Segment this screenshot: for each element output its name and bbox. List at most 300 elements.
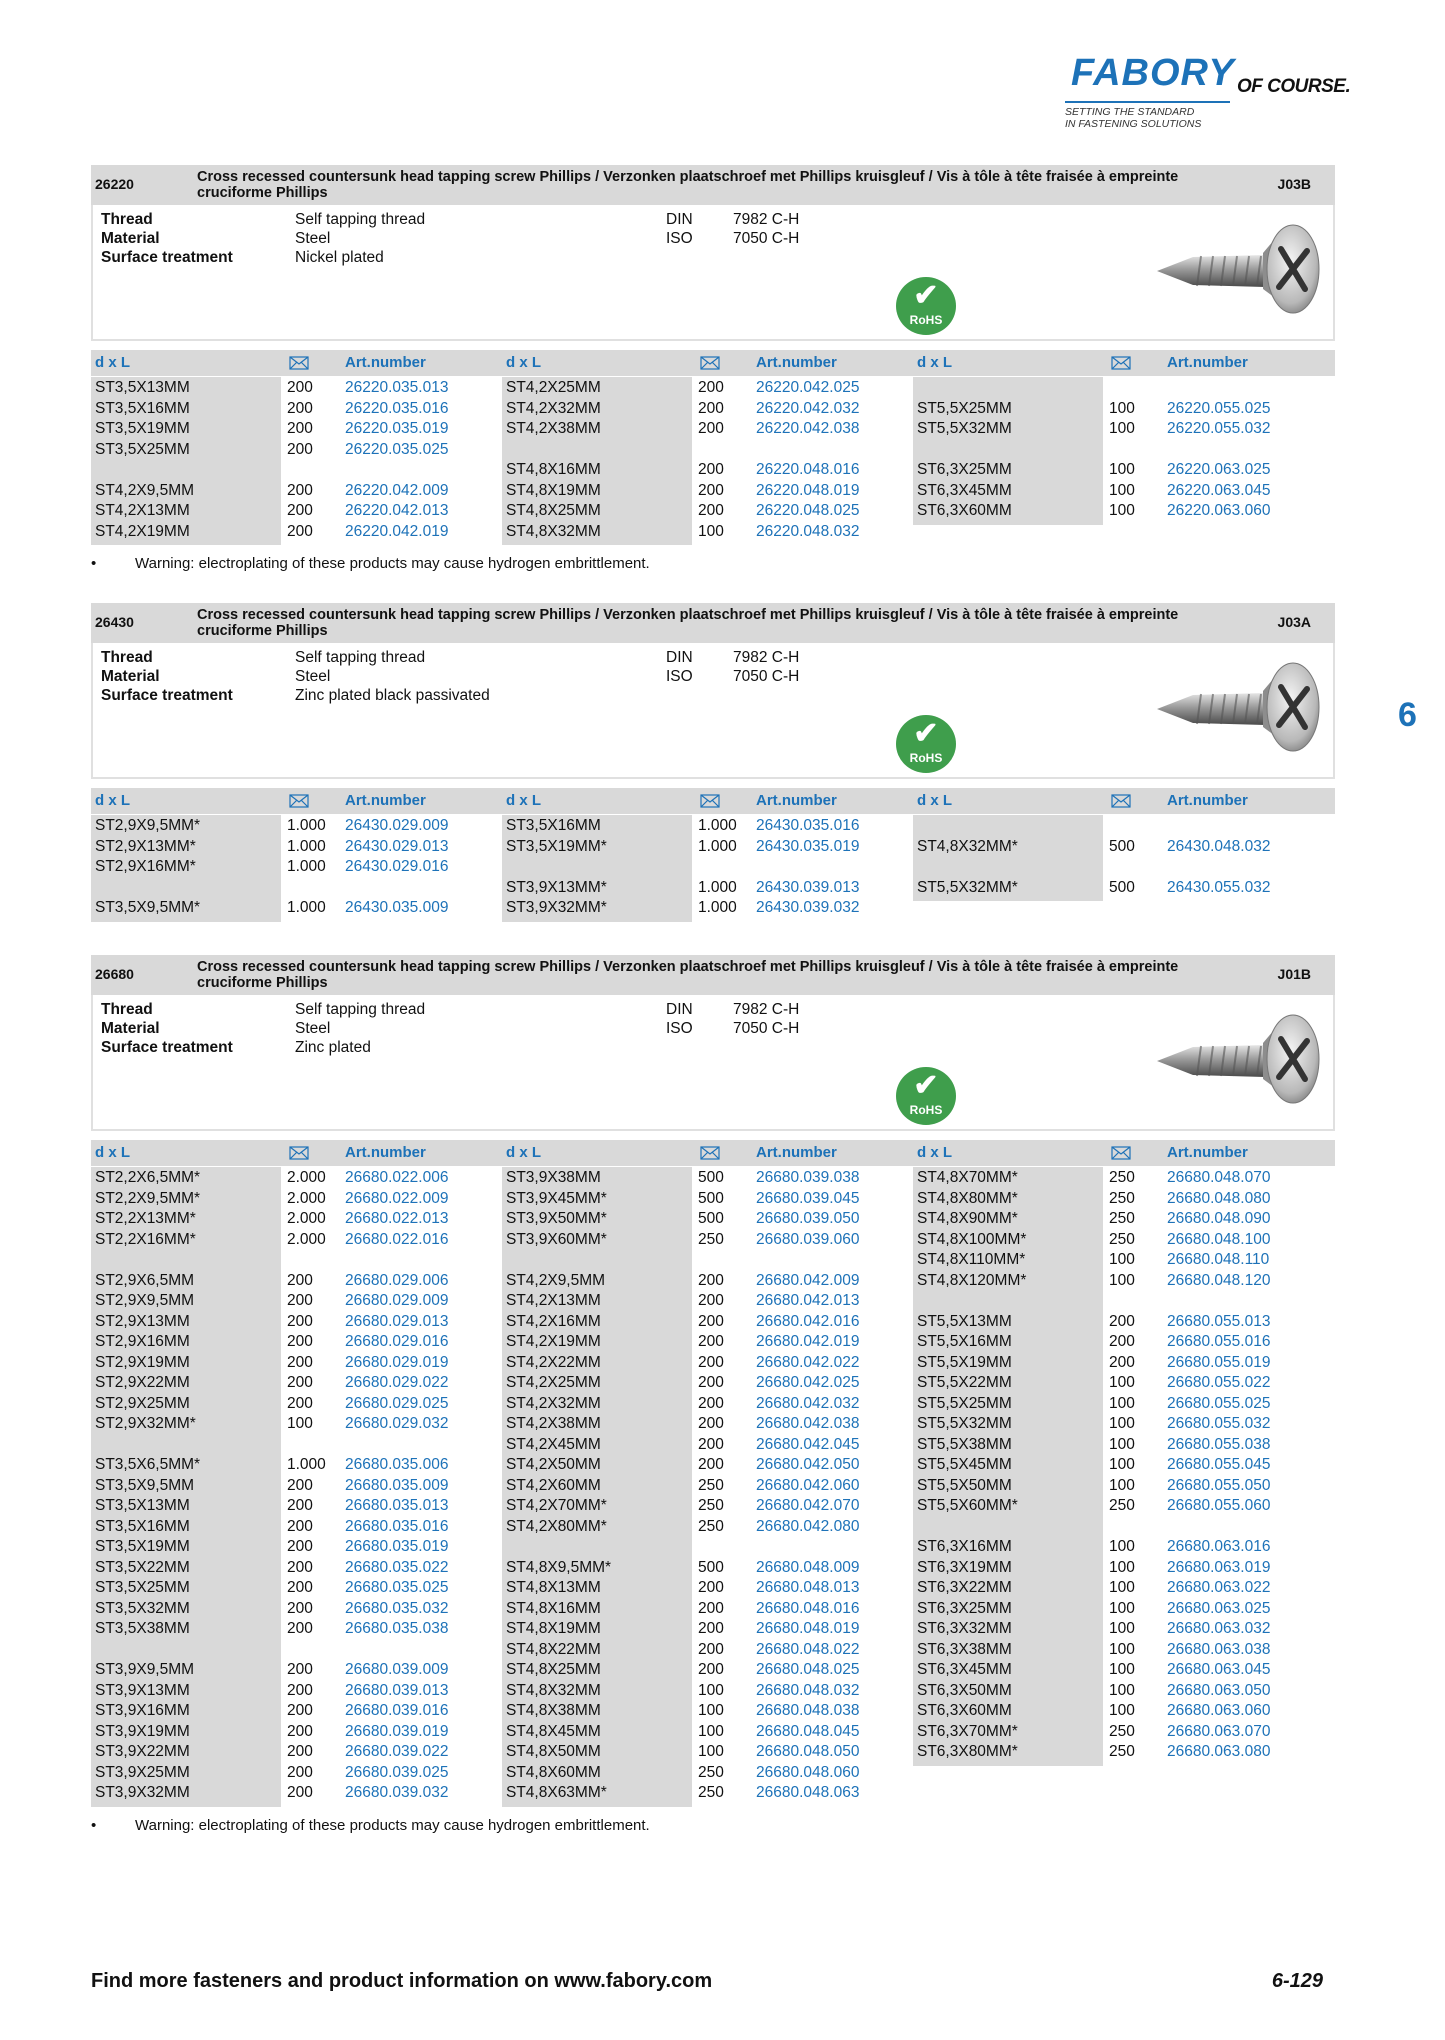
pack-quantity: 250 [698,1517,724,1535]
article-number-link[interactable]: 26220.042.032 [756,399,860,417]
article-number-link[interactable]: 26680.022.006 [345,1169,449,1186]
article-number-link[interactable]: 26680.063.045 [1167,1661,1271,1678]
size-dxl: ST3,9X9,5MM [95,1661,195,1678]
spec-box [91,995,1335,1131]
article-number-link[interactable]: 26680.048.090 [1167,1210,1271,1227]
article-number-link[interactable]: 26430.055.032 [1167,878,1271,896]
article-number-link[interactable]: 26680.063.025 [1167,1599,1271,1617]
article-number-link[interactable]: 26430.029.013 [345,837,449,855]
article-number-link[interactable]: 26220.063.025 [1167,461,1271,478]
pack-quantity: 200 [287,1394,313,1412]
section-header [91,603,1335,643]
article-number-link[interactable]: 26430.035.019 [756,837,860,855]
size-dxl: ST6,3X70MM* [917,1722,1018,1740]
size-dxl: ST6,3X80MM* [917,1743,1018,1760]
standard-value: 7982 C-H [733,1001,800,1018]
spec-label: Surface treatment [101,1039,233,1056]
check-icon: ✔ [913,279,939,312]
article-number-link[interactable]: 26680.048.060 [756,1763,860,1781]
article-number-link[interactable]: 26680.063.080 [1167,1743,1271,1760]
article-number-link[interactable]: 26680.048.080 [1167,1189,1271,1207]
pack-quantity: 200 [287,1579,313,1596]
pack-quantity: 2.000 [287,1210,326,1227]
spec-value: Self tapping thread [295,211,426,228]
pack-quantity: 200 [287,1681,313,1699]
footer-text: Find more fasteners and product information on www.fabory.com [91,1970,713,1992]
article-number-link[interactable]: 26680.039.045 [756,1189,860,1207]
pack-quantity: 200 [287,1763,313,1781]
size-dxl: ST2,2X16MM* [95,1230,196,1248]
size-dxl: ST4,2X70MM* [506,1497,607,1514]
pack-quantity: 2.000 [287,1230,326,1248]
pack-quantity: 200 [698,1415,724,1432]
article-number-link[interactable]: 26680.022.016 [345,1230,449,1248]
pack-quantity: 200 [698,1435,724,1453]
envelope-icon [1111,1146,1131,1160]
article-number-link[interactable]: 26680.029.019 [345,1353,449,1371]
article-number-link[interactable]: 26680.042.032 [756,1394,860,1412]
spec-value: Zinc plated [295,1039,371,1056]
article-number-link[interactable]: 26680.035.009 [345,1476,449,1494]
article-number-link[interactable]: 26680.055.060 [1167,1497,1271,1514]
article-number-link[interactable]: 26680.039.060 [756,1230,860,1248]
standard-value: 7982 C-H [733,211,800,228]
article-number-link[interactable]: 26680.063.038 [1167,1640,1271,1658]
size-dxl: ST2,9X19MM [95,1353,190,1371]
article-number-link[interactable]: 26680.063.050 [1167,1681,1271,1699]
pack-quantity: 200 [287,1743,313,1760]
size-dxl: ST2,9X13MM [95,1312,190,1330]
header-dxl: d x L [506,1144,542,1161]
article-number-link[interactable]: 26680.055.016 [1167,1333,1271,1350]
article-number-link[interactable]: 26680.048.016 [756,1599,860,1617]
screw-image [1153,1009,1323,1109]
spec-value: Steel [295,230,331,247]
standard-name: ISO [666,668,693,685]
size-dxl: ST4,8X45MM [506,1722,601,1740]
size-dxl: ST6,3X38MM [917,1640,1012,1658]
article-number-link[interactable]: 26680.048.110 [1167,1251,1270,1268]
article-number-link[interactable]: 26680.035.022 [345,1558,449,1576]
article-number-link[interactable]: 26680.042.080 [756,1517,860,1535]
pack-quantity: 250 [1109,1230,1135,1248]
size-dxl: ST4,8X32MM* [917,837,1018,855]
size-dxl: ST3,9X32MM [95,1784,190,1801]
article-number-link[interactable]: 26680.039.025 [345,1763,449,1781]
article-number-link[interactable]: 26220.048.019 [756,481,860,499]
size-dxl: ST5,5X38MM [917,1435,1012,1453]
size-dxl: ST3,5X19MM [95,1538,190,1555]
size-dxl: ST3,5X13MM [95,379,190,396]
standard-name: ISO [666,1020,693,1037]
article-number-link[interactable]: 26220.042.013 [345,502,449,519]
article-number-link[interactable]: 26220.048.025 [756,502,860,519]
size-dxl: ST5,5X60MM* [917,1497,1018,1514]
table-header [91,1140,1335,1166]
size-dxl: ST5,5X32MM* [917,878,1018,896]
size-dxl: ST3,5X32MM [95,1599,190,1617]
page-number: 6-129 [1271,1970,1323,1992]
size-dxl: ST4,2X22MM [506,1353,601,1371]
article-number-link[interactable]: 26680.042.013 [756,1292,860,1309]
pack-quantity: 200 [698,1599,724,1617]
size-dxl: ST3,9X32MM* [506,899,607,916]
product-section-26680 [91,955,1335,1801]
article-number-link[interactable]: 26680.048.019 [756,1620,860,1637]
header-dxl: d x L [506,354,542,371]
size-dxl: ST4,8X22MM [506,1640,601,1658]
fabory-logo [1063,52,1363,132]
pack-quantity: 200 [698,1374,724,1391]
logo-tagline: OF COURSE. [1237,76,1351,97]
article-number-link[interactable]: 26220.042.038 [756,420,860,437]
pack-quantity: 2.000 [287,1189,326,1207]
size-dxl: ST4,2X9,5MM [95,481,195,499]
size-dxl: ST6,3X22MM [917,1579,1012,1596]
article-number-link[interactable]: 26680.042.019 [756,1333,860,1350]
pack-quantity: 200 [287,1558,313,1576]
article-number-link[interactable]: 26220.035.016 [345,399,449,417]
size-dxl: ST3,5X13MM [95,1497,190,1514]
product-section-26220 [91,165,1335,540]
article-number-link[interactable]: 26680.035.016 [345,1517,449,1535]
size-dxl: ST2,9X9,5MM* [95,817,201,834]
article-number-link[interactable]: 26680.029.006 [345,1271,449,1289]
size-dxl: ST4,2X13MM [95,502,190,519]
article-number-link[interactable]: 26680.029.032 [345,1415,449,1432]
article-number-link[interactable]: 26220.042.009 [345,481,449,499]
article-number-link[interactable]: 26680.055.013 [1167,1312,1271,1330]
size-dxl: ST4,2X80MM* [506,1517,607,1535]
size-dxl: ST4,2X9,5MM [506,1271,606,1289]
pack-quantity: 200 [287,1271,313,1289]
size-dxl: ST6,3X45MM [917,1661,1012,1678]
pack-quantity: 200 [698,420,724,437]
pack-quantity: 100 [1109,399,1135,417]
article-number-link[interactable]: 26680.055.050 [1167,1476,1271,1494]
pack-quantity: 200 [698,502,724,519]
pack-quantity: 100 [1109,1558,1135,1576]
pack-quantity: 200 [287,1497,313,1514]
article-number-link[interactable]: 26680.055.022 [1167,1374,1271,1391]
spec-label: Surface treatment [101,249,233,266]
pack-quantity: 100 [698,522,724,540]
product-section-26430 [91,603,1335,916]
product-reference: J03B [1277,176,1311,192]
rohs-badge [896,715,956,773]
article-number-link[interactable]: 26680.042.025 [756,1374,860,1391]
article-number-link[interactable]: 26430.029.016 [345,858,449,875]
article-number-link[interactable]: 26680.035.038 [345,1620,449,1637]
article-number-link[interactable]: 26680.048.013 [756,1579,860,1596]
size-dxl: ST3,9X38MM [506,1169,601,1186]
pack-quantity: 200 [287,481,313,499]
article-number-link[interactable]: 26680.048.045 [756,1722,860,1740]
pack-quantity: 1.000 [698,878,737,896]
pack-quantity: 1.000 [287,899,326,916]
article-number-link[interactable]: 26680.063.016 [1167,1538,1271,1555]
article-number-link[interactable]: 26220.048.016 [756,461,860,478]
size-dxl: ST5,5X32MM [917,420,1012,437]
header-art-number: Art.number [1167,792,1248,809]
pack-quantity: 100 [1109,420,1135,437]
size-dxl: ST3,5X22MM [95,1558,190,1576]
pack-quantity: 500 [698,1558,724,1576]
size-dxl: ST6,3X16MM [917,1538,1012,1555]
pack-quantity: 100 [1109,1640,1135,1658]
article-number-link[interactable]: 26680.055.019 [1167,1353,1271,1371]
article-number-link[interactable]: 26680.048.038 [756,1702,860,1719]
logo-subtitle-2: IN FASTENING SOLUTIONS [1065,118,1202,130]
header-art-number: Art.number [756,1144,837,1161]
article-number-link[interactable]: 26680.022.013 [345,1210,449,1227]
size-dxl: ST4,2X32MM [506,1394,601,1412]
article-number-link[interactable]: 26680.048.070 [1167,1169,1271,1186]
spec-value: Self tapping thread [295,1001,426,1018]
table-header [91,788,1335,814]
size-dxl: ST2,9X16MM* [95,858,196,875]
article-number-link[interactable]: 26680.048.025 [756,1661,860,1678]
product-code: 26430 [95,614,134,630]
article-number-link[interactable]: 26680.029.016 [345,1333,449,1350]
article-number-link[interactable]: 26430.035.009 [345,899,449,916]
article-number-link[interactable]: 26680.039.050 [756,1210,860,1227]
size-dxl: ST5,5X19MM [917,1353,1012,1371]
product-code: 26680 [95,966,134,982]
size-dxl: ST4,2X19MM [506,1333,601,1350]
pack-quantity: 200 [698,1333,724,1350]
pack-quantity: 500 [698,1189,724,1207]
article-number-link[interactable]: 26680.022.009 [345,1189,449,1207]
envelope-icon [1111,356,1131,370]
article-number-link[interactable]: 26680.042.016 [756,1312,860,1330]
size-dxl: ST4,8X25MM [506,1661,601,1678]
size-dxl: ST4,8X16MM [506,461,601,478]
pack-quantity: 250 [698,1784,724,1801]
article-number-link[interactable]: 26680.035.006 [345,1456,449,1473]
article-number-link[interactable]: 26680.048.032 [756,1681,860,1699]
pack-quantity: 100 [1109,481,1135,499]
article-number-link[interactable]: 26680.039.009 [345,1661,449,1678]
product-title: Cross recessed countersunk head tapping screw Phillips / Verzonken plaatschroef met Phillips kruisgleuf / Vis à tôle à tête fraisée à empreinte cruciforme Phillips [197,959,1179,991]
size-dxl: ST4,8X9,5MM* [506,1558,612,1576]
article-number-link[interactable]: 26680.035.032 [345,1599,449,1617]
article-number-link[interactable]: 26680.042.009 [756,1271,860,1289]
article-number-link[interactable]: 26680.042.045 [756,1435,860,1453]
article-number-link[interactable]: 26220.063.060 [1167,502,1271,519]
pack-quantity: 200 [698,1661,724,1678]
article-number-link[interactable]: 26220.042.025 [756,379,860,396]
product-code: 26220 [95,176,134,192]
size-dxl: ST3,9X60MM* [506,1230,607,1248]
size-dxl: ST2,9X22MM [95,1374,190,1391]
pack-quantity: 200 [1109,1312,1135,1330]
article-number-link[interactable]: 26680.055.025 [1167,1394,1271,1412]
article-number-link[interactable]: 26220.055.032 [1167,420,1271,437]
size-dxl: ST4,8X13MM [506,1579,601,1596]
article-number-link[interactable]: 26680.039.032 [345,1784,449,1801]
pack-quantity: 100 [1109,1538,1135,1555]
rohs-label: RoHS [909,313,943,327]
size-dxl: ST5,5X22MM [917,1374,1012,1391]
article-number-link[interactable]: 26220.042.019 [345,522,449,540]
standard-name: ISO [666,230,693,247]
article-number-link[interactable]: 26680.055.032 [1167,1415,1271,1432]
pack-quantity: 200 [698,1312,724,1330]
screw-image [1153,219,1323,319]
article-number-link[interactable]: 26430.035.016 [756,817,860,834]
header-art-number: Art.number [756,354,837,371]
article-number-link[interactable]: 26680.048.120 [1167,1271,1271,1289]
standard-value: 7982 C-H [733,649,800,666]
pack-quantity: 200 [287,1702,313,1719]
article-number-link[interactable]: 26680.063.060 [1167,1702,1271,1719]
pack-quantity: 200 [698,1456,724,1473]
pack-quantity: 200 [698,1620,724,1637]
size-dxl: ST2,9X13MM* [95,837,196,855]
size-dxl: ST6,3X45MM [917,481,1012,499]
pack-quantity: 200 [1109,1353,1135,1371]
pack-quantity: 200 [287,1722,313,1740]
spec-label: Thread [101,211,153,228]
article-number-link[interactable]: 26680.039.013 [345,1681,449,1699]
size-dxl: ST6,3X25MM [917,461,1012,478]
pack-quantity: 250 [698,1763,724,1781]
article-number-link[interactable]: 26430.039.013 [756,878,860,896]
article-number-link[interactable]: 26680.035.013 [345,1497,449,1514]
article-number-link[interactable]: 26680.048.022 [756,1640,860,1658]
article-number-link[interactable]: 26680.039.038 [756,1169,860,1186]
article-number-link[interactable]: 26680.048.050 [756,1743,860,1760]
rohs-badge [896,1067,956,1125]
size-dxl: ST4,8X19MM [506,481,601,499]
header-art-number: Art.number [1167,1144,1248,1161]
size-dxl: ST2,9X9,5MM [95,1292,195,1309]
article-number-link[interactable]: 26220.035.025 [345,440,449,458]
envelope-icon [289,1146,309,1160]
size-dxl: ST4,8X80MM* [917,1189,1018,1207]
article-number-link[interactable]: 26680.042.060 [756,1476,860,1494]
article-number-link[interactable]: 26220.055.025 [1167,399,1271,417]
pack-quantity: 200 [698,1353,724,1371]
pack-quantity: 200 [287,1374,313,1391]
size-dxl: ST4,8X90MM* [917,1210,1018,1227]
size-dxl: ST5,5X50MM [917,1476,1012,1494]
article-number-link[interactable]: 26680.039.019 [345,1722,449,1740]
section-header [91,955,1335,995]
envelope-icon [700,794,720,808]
pack-quantity: 2.000 [287,1169,326,1186]
article-number-link[interactable]: 26680.029.009 [345,1292,449,1309]
article-number-link[interactable]: 26680.063.019 [1167,1558,1271,1576]
article-number-link[interactable]: 26680.042.070 [756,1497,860,1514]
article-number-link[interactable]: 26220.035.019 [345,420,449,437]
article-number-link[interactable]: 26430.039.032 [756,899,860,916]
pack-quantity: 500 [1109,878,1135,896]
article-number-link[interactable]: 26680.035.019 [345,1538,449,1555]
article-number-link[interactable]: 26680.063.032 [1167,1620,1271,1637]
pack-quantity: 250 [1109,1169,1135,1186]
article-number-link[interactable]: 26680.048.009 [756,1558,860,1576]
size-dxl: ST3,5X16MM [506,817,601,834]
pack-quantity: 200 [698,1292,724,1309]
chapter-tab: 6 [1398,696,1417,734]
article-number-link[interactable]: 26220.063.045 [1167,481,1271,499]
screw-image [1153,657,1323,757]
spec-label: Thread [101,649,153,666]
size-dxl: ST4,8X100MM* [917,1230,1027,1248]
pack-quantity: 200 [698,461,724,478]
size-dxl: ST2,9X6,5MM [95,1271,195,1289]
article-number-link[interactable]: 26680.042.038 [756,1415,860,1432]
article-number-link[interactable]: 26680.042.050 [756,1456,860,1473]
pack-quantity: 100 [698,1681,724,1699]
pack-quantity: 100 [1109,1661,1135,1678]
pack-quantity: 200 [287,1599,313,1617]
size-dxl: ST5,5X25MM [917,1394,1012,1412]
article-number-link[interactable]: 26430.029.009 [345,817,449,834]
article-number-link[interactable]: 26680.042.022 [756,1353,860,1371]
pack-quantity: 100 [1109,1702,1135,1719]
pack-quantity: 1.000 [287,837,326,855]
article-number-link[interactable]: 26220.048.032 [756,522,860,540]
article-number-link[interactable]: 26680.048.063 [756,1784,860,1801]
spec-label: Thread [101,1001,153,1018]
header-art-number: Art.number [345,1144,426,1161]
spec-box [91,643,1335,779]
pack-quantity: 250 [1109,1189,1135,1207]
size-dxl: ST3,9X50MM* [506,1210,607,1227]
rohs-badge [896,277,956,335]
pack-quantity: 500 [698,1169,724,1186]
article-number-link[interactable]: 26680.055.038 [1167,1435,1271,1453]
pack-quantity: 100 [1109,1251,1135,1268]
table-header [91,350,1335,376]
article-number-link[interactable]: 26680.029.013 [345,1312,449,1330]
size-dxl: ST3,9X16MM [95,1702,190,1719]
logo-brand: FABORY [1071,52,1235,94]
pack-quantity: 200 [287,522,313,540]
pack-quantity: 500 [698,1210,724,1227]
article-number-link[interactable]: 26430.048.032 [1167,837,1271,855]
pack-quantity: 250 [1109,1210,1135,1227]
size-dxl: ST4,2X45MM [506,1435,601,1453]
product-reference: J03A [1277,614,1311,630]
header-art-number: Art.number [756,792,837,809]
size-dxl: ST3,5X16MM [95,399,190,417]
spec-label: Material [101,668,160,685]
article-number-link[interactable]: 26680.039.022 [345,1743,449,1760]
pack-quantity: 200 [287,1620,313,1637]
pack-quantity: 200 [287,1292,313,1309]
size-dxl: ST4,8X25MM [506,502,601,519]
article-number-link[interactable]: 26680.063.070 [1167,1722,1271,1740]
pack-quantity: 100 [1109,461,1135,478]
pack-quantity: 200 [698,1394,724,1412]
article-number-link[interactable]: 26680.039.016 [345,1702,449,1719]
article-number-link[interactable]: 26680.029.025 [345,1394,449,1412]
article-number-link[interactable]: 26680.055.045 [1167,1456,1271,1473]
article-number-link[interactable]: 26220.035.013 [345,379,449,396]
size-dxl: ST4,8X63MM* [506,1784,607,1801]
article-number-link[interactable]: 26680.035.025 [345,1579,449,1596]
size-dxl: ST3,5X6,5MM* [95,1456,201,1473]
article-number-link[interactable]: 26680.063.022 [1167,1579,1271,1596]
size-dxl: ST3,9X13MM* [506,878,607,896]
article-number-link[interactable]: 26680.029.022 [345,1374,449,1391]
article-number-link[interactable]: 26680.048.100 [1167,1230,1271,1248]
pack-quantity: 1.000 [698,837,737,855]
